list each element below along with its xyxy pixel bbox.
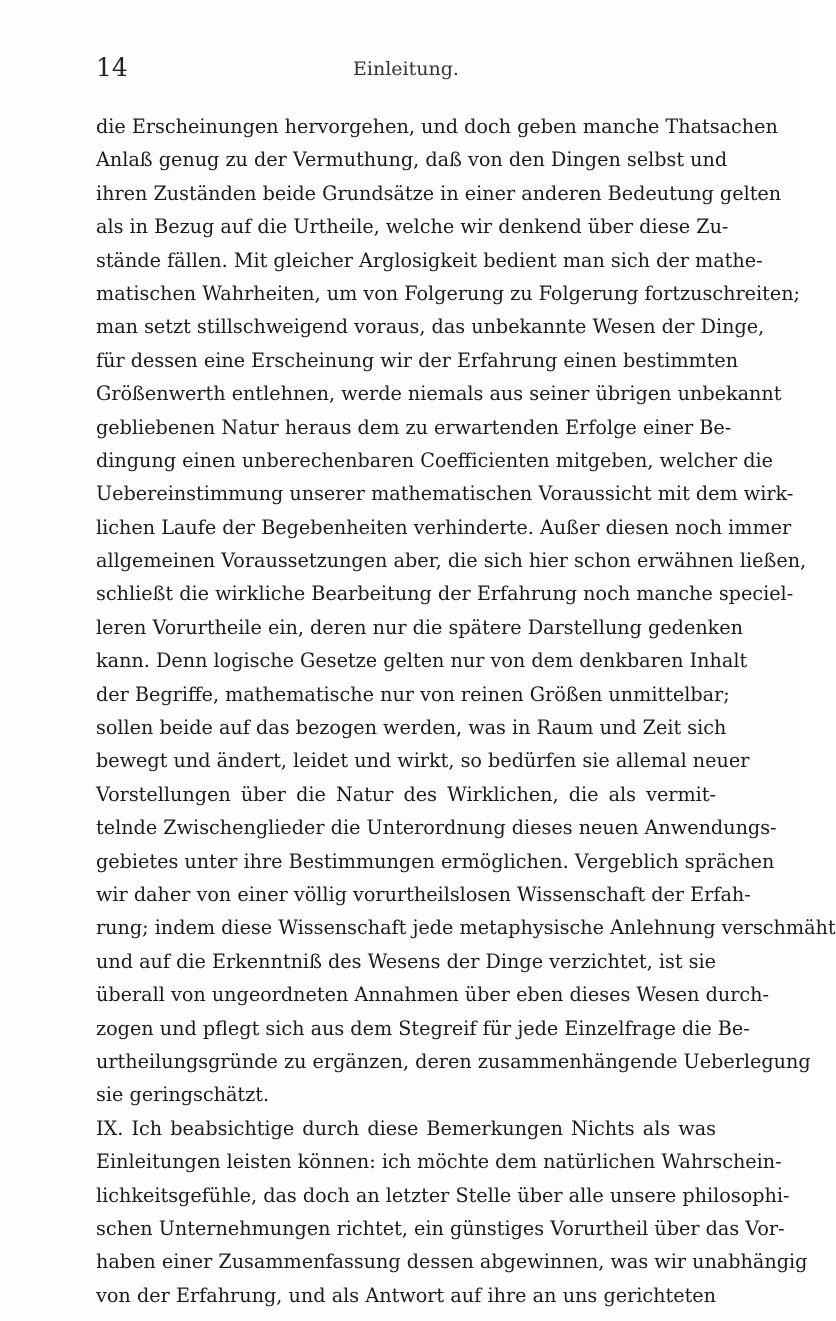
text-line: lichkeitsgefühle, das doch an letzter Stelle über alle unsere philosophi-	[96, 1183, 790, 1207]
text-line: Anlaß genug zu der Vermuthung, daß von den Dingen selbst und	[96, 148, 728, 172]
text-line: man setzt stillschweigend voraus, das unbekannte Wesen der Dinge,	[96, 315, 765, 339]
text-line: Vorstellungen über die Natur des Wirklichen, die als vermit-	[96, 782, 716, 806]
text-line: haben einer Zusammenfassung dessen abgewinnen, was wir unabhängig	[96, 1250, 808, 1274]
text-line: telnde Zwischenglieder die Unterordnung dieses neuen Anwendungs-	[96, 816, 777, 840]
text-line: Uebereinstimmung unserer mathematischen Voraussicht mit dem wirk-	[96, 482, 794, 506]
text-line: wir daher von einer völlig vorurtheilslosen Wissenschaft der Erfah-	[96, 882, 751, 906]
text-line: leren Vorurtheile ein, deren nur die spätere Darstellung gedenken	[96, 615, 744, 639]
text-line: und auf die Erkenntniß des Wesens der Dinge verzichtet, ist sie	[96, 949, 716, 973]
text-line: rung; indem diese Wissenschaft jede metaphysische Anlehnung verschmäht	[96, 916, 836, 940]
text-line-paragraph-end: sie geringschätzt.	[96, 1083, 270, 1107]
text-line: schließt die wirkliche Bearbeitung der Erfahrung noch manche speciel-	[96, 582, 794, 606]
text-line: gebietes unter ihre Bestimmungen ermöglichen. Vergeblich sprächen	[96, 849, 775, 873]
text-line: stände fällen. Mit gleicher Arglosigkeit bedient man sich der mathe-	[96, 248, 763, 272]
text-line: schen Unternehmungen richtet, ein günstiges Vorurtheil über das Vor-	[96, 1216, 785, 1240]
text-line: kann. Denn logische Gesetze gelten nur von dem denkbaren Inhalt	[96, 649, 748, 673]
text-line: urtheilungsgründe zu ergänzen, deren zusammenhängende Ueberlegung	[96, 1049, 811, 1073]
text-line: die Erscheinungen hervorgehen, und doch geben manche Thatsachen	[96, 115, 778, 138]
text-line: matischen Wahrheiten, um von Folgerung zu Folgerung fortzuschreiten;	[96, 281, 801, 305]
body-text	[96, 110, 836, 1312]
text-line: allgemeinen Voraussetzungen aber, die sich hier schon erwähnen ließen,	[96, 549, 807, 573]
text-line: Größenwerth entlehnen, werde niemals aus seiner übrigen unbekannt	[96, 382, 782, 406]
text-line: Einleitungen leisten können: ich möchte dem natürlichen Wahrschein-	[96, 1150, 782, 1174]
text-line: ihren Zuständen beide Grundsätze in einer anderen Bedeutung gelten	[96, 181, 782, 205]
text-line: sollen beide auf das bezogen werden, was in Raum und Zeit sich	[96, 716, 727, 740]
text-line: von der Erfahrung, und als Antwort auf ihre an uns gerichteten	[96, 1283, 716, 1307]
text-line-section-start: IX. Ich beabsichtige durch diese Bemerkungen Nichts als was	[96, 1116, 716, 1140]
text-line: gebliebenen Natur heraus dem zu erwartenden Erfolge einer Be-	[96, 415, 732, 439]
text-line: für dessen eine Erscheinung wir der Erfahrung einen bestimmten	[96, 348, 739, 372]
running-head-title: Einleitung.	[353, 58, 459, 80]
text-line: überall von ungeordneten Annahmen über eben dieses Wesen durch-	[96, 983, 770, 1007]
page-number: 14	[96, 53, 128, 82]
text-line: als in Bezug auf die Urtheile, welche wir denkend über diese Zu-	[96, 215, 729, 239]
running-head	[96, 50, 716, 100]
text-line: der Begriffe, mathematische nur von reinen Größen unmittelbar;	[96, 682, 730, 706]
text-line: bewegt und ändert, leidet und wirkt, so bedürfen sie allemal neuer	[96, 749, 750, 773]
text-line: zogen und pflegt sich aus dem Stegreif für jede Einzelfrage die Be-	[96, 1016, 750, 1040]
text-line: dingung einen unberechenbaren Coefficienten mitgeben, welcher die	[96, 448, 773, 472]
text-line: lichen Laufe der Begebenheiten verhinderte. Außer diesen noch immer	[96, 515, 792, 539]
